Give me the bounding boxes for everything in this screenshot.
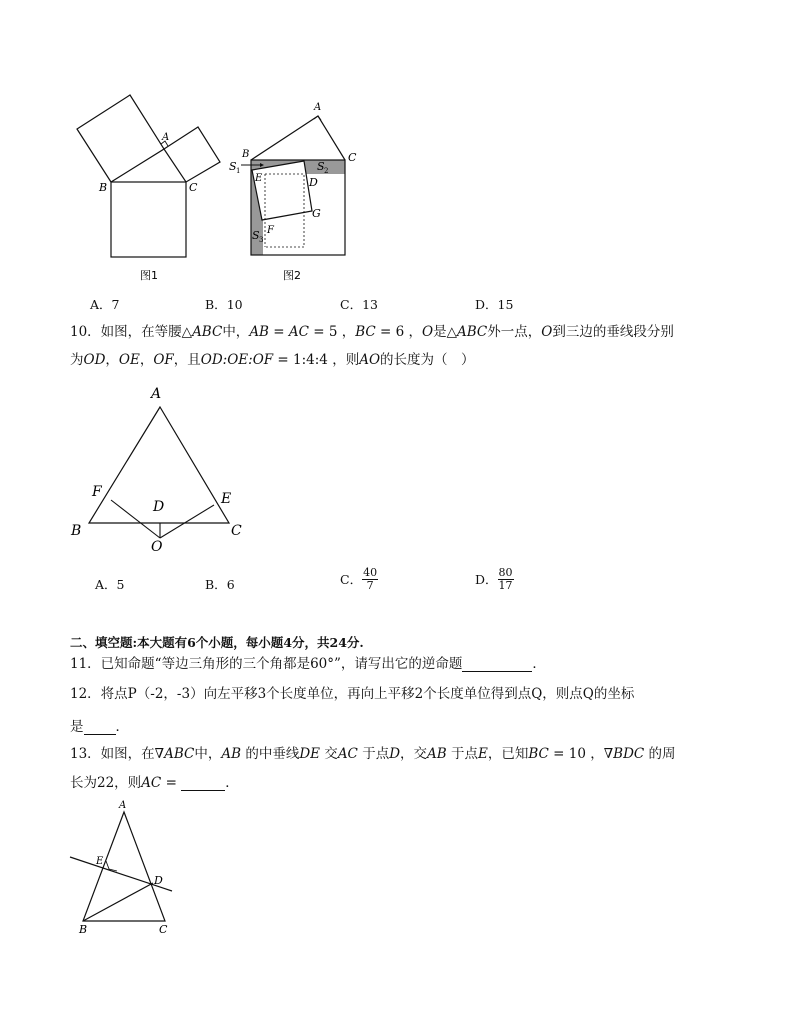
q13-figure xyxy=(60,795,190,940)
q10-stem-line2: 为OD，OE，OF，且OD:OE:OF = 1:4:4 ，则AO的长度为（ ） xyxy=(70,352,475,368)
q13-stem-line1: 13．如图，在∇ABC中，AB 的中垂线DE 交AC 于点D，交AB 于点E，已知BC = 10 ，∇BDC 的周 xyxy=(70,746,676,762)
q10-label-f: F xyxy=(92,484,102,500)
q10-label-d: D xyxy=(153,499,165,515)
q11-stem: 11．已知命题“等边三角形的三个角都是60°”，请写出它的逆命题 ． xyxy=(70,656,546,672)
q10-option-b: B．6 xyxy=(205,577,235,592)
q10-label-b: B xyxy=(71,523,82,539)
fig2-caption: 图2 xyxy=(283,269,301,282)
fig2-label-e: E xyxy=(255,173,263,184)
q12-stem-line2: 是 ． xyxy=(70,719,129,735)
q13-label-c: C xyxy=(159,923,168,936)
fig2-label-s3: S xyxy=(252,229,260,242)
q13-stem-line2: 长为22，则AC = ． xyxy=(70,775,239,791)
q10-option-c: C． $\frac{40}{7}$ xyxy=(340,566,378,593)
q10-label-o: O xyxy=(151,539,163,555)
fig2-label-c: C xyxy=(348,151,357,164)
q13-label-a: A xyxy=(119,800,127,811)
fig2-label-s2-sub: 2 xyxy=(324,167,329,175)
q11-answer-blank[interactable] xyxy=(462,659,532,672)
fig2-label-g: G xyxy=(312,207,321,220)
q13-label-e: E xyxy=(96,856,104,867)
q9-figure-2 xyxy=(225,95,365,285)
q9-figure-1 xyxy=(60,90,240,285)
fig2-label-s1-sub: 1 xyxy=(236,167,241,175)
q10-label-e: E xyxy=(221,491,232,507)
q10-stem-line1: 10．如图，在等腰△ABC中，AB = AC = 5 ，BC = 6 ，O是△ABC外一点，O到三边的垂线段分别 xyxy=(70,324,674,340)
q9-option-d: D．15 xyxy=(475,297,514,312)
fig2-label-s3-sub: 3 xyxy=(259,236,264,244)
q10-figure xyxy=(60,380,260,555)
q10-option-d: D． $\frac{80}{17}$ xyxy=(475,566,513,593)
q12-answer-blank[interactable] xyxy=(84,722,116,735)
fig1-label-c: C xyxy=(189,181,198,194)
fig2-label-f: F xyxy=(267,225,274,236)
q13-label-d: D xyxy=(154,874,163,887)
fig2-label-b: B xyxy=(242,149,250,160)
fig1-caption: 图1 xyxy=(140,269,158,282)
q13-answer-blank[interactable] xyxy=(181,778,225,791)
q10-label-c: C xyxy=(231,523,242,539)
fig2-label-d: D xyxy=(309,176,318,189)
q12-stem-line1: 12．将点P（-2，-3）向左平移3个长度单位，再向上平移2个长度单位得到点Q，则点Q的坐标 xyxy=(70,686,635,702)
q13-label-b: B xyxy=(79,923,88,936)
fig1-label-a: A xyxy=(162,132,170,143)
q10-option-a: A．5 xyxy=(95,577,125,592)
section-heading: 二、填空题:本大题有6个小题，每小题4分，共24分. xyxy=(70,635,364,650)
q9-option-c: C．13 xyxy=(340,297,378,312)
fig2-label-s2: S xyxy=(317,160,325,173)
q9-option-a: A．7 xyxy=(90,297,120,312)
q9-option-b: B．10 xyxy=(205,297,243,312)
fig1-label-b: B xyxy=(99,181,108,194)
q10-label-a: A xyxy=(151,386,162,402)
fig2-label-a: A xyxy=(314,102,322,113)
fig2-label-s1: S xyxy=(229,160,237,173)
